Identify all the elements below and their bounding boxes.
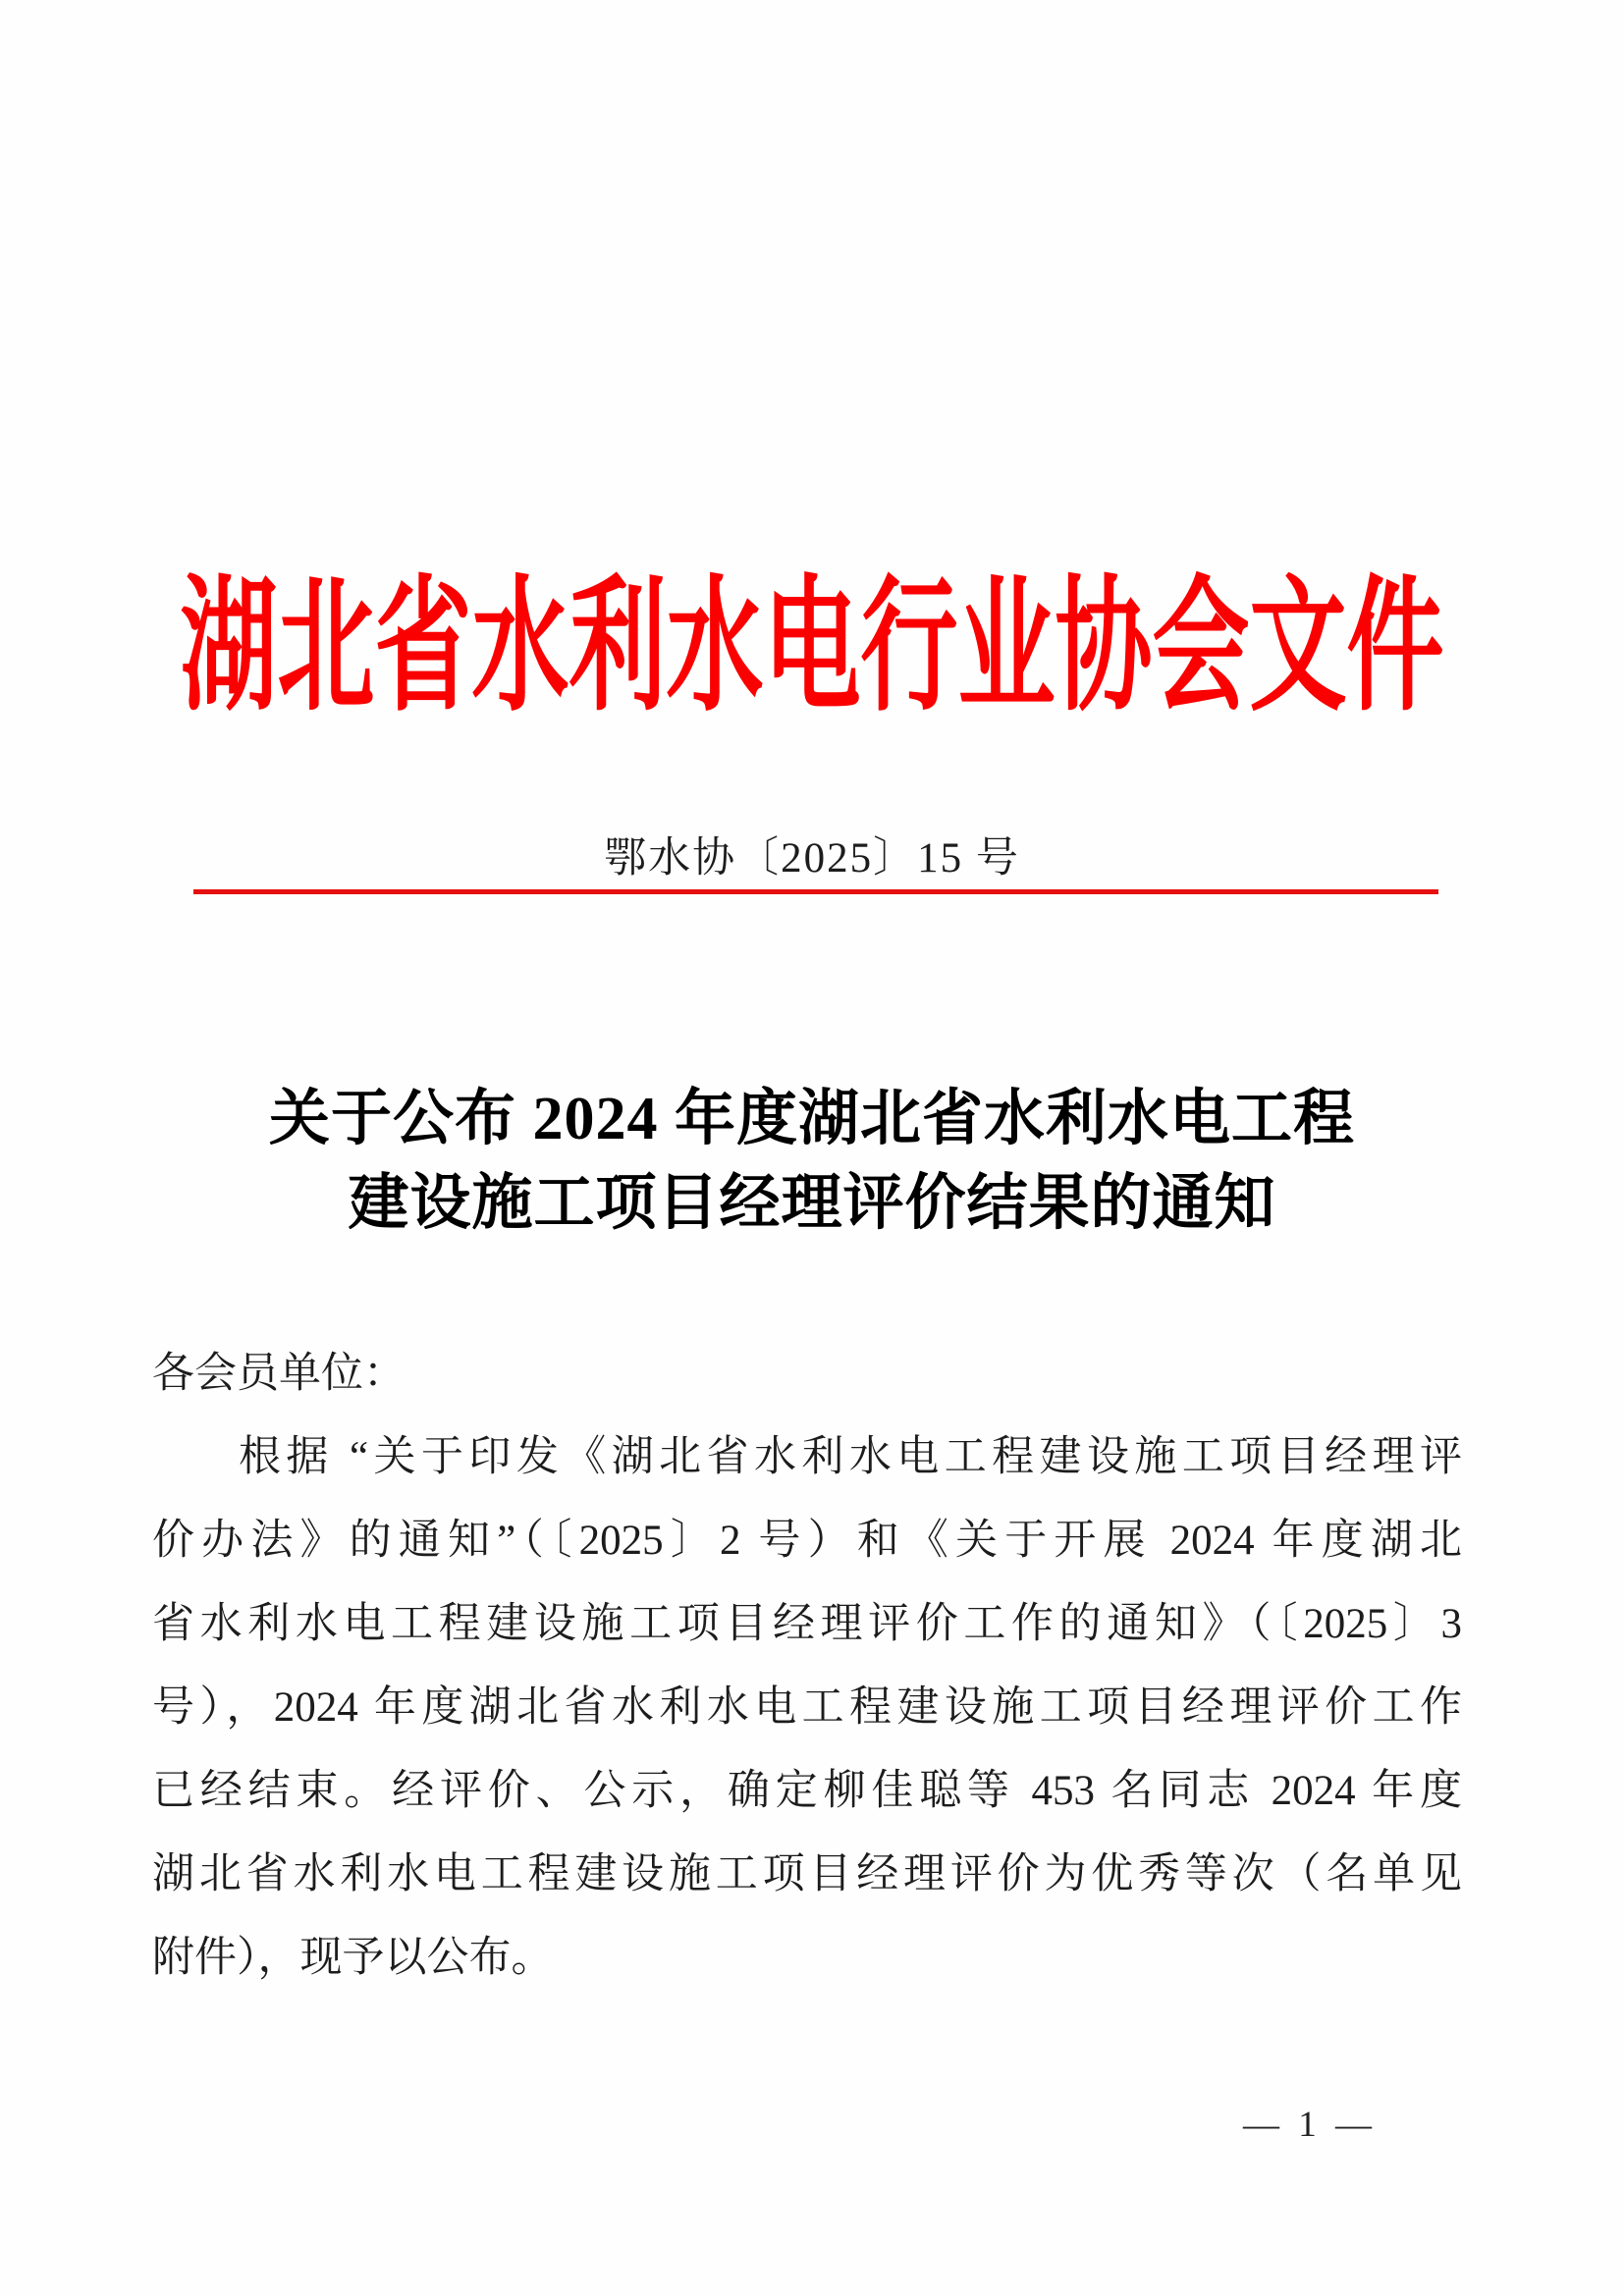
notice-body — [152, 1332, 1462, 2000]
notice-title-line2: 建设施工项目经理评价结果的通知 — [348, 1170, 1276, 1237]
body-line-4: 号），2024 年度湖北省水利水电工程建设施工项目经理评价工作 — [152, 1684, 1462, 1731]
page-number: — 1 — — [1243, 2105, 1372, 2145]
document-number: 鄂水协〔2025〕15 号 — [604, 835, 1020, 881]
notice-title — [0, 1077, 1624, 1246]
body-line-3: 省水利水电工程建设施工项目经理评价工作的通知》（〔2025〕3 — [152, 1601, 1462, 1647]
masthead-title: 湖北省水利水电行业协会文件 — [180, 568, 1444, 729]
body-line-1: 根据 “关于印发《湖北省水利水电工程建设施工项目经理评 — [239, 1434, 1462, 1480]
red-divider-line — [193, 889, 1438, 894]
body-line-2: 价办法》的通知”（〔2025〕2 号）和《关于开展 2024 年度湖北 — [152, 1518, 1462, 1564]
body-line-7: 附件），现予以公布。 — [152, 1935, 554, 1981]
notice-title-line1: 关于公布 2024 年度湖北省水利水电工程 — [268, 1086, 1355, 1152]
body-line-6: 湖北省水利水电工程建设施工项目经理评价为优秀等次（名单见 — [152, 1851, 1462, 1897]
body-line-5: 已经结束。经评价、公示，确定柳佳聪等 453 名同志 2024 年度 — [152, 1768, 1462, 1814]
salutation: 各会员单位： — [152, 1351, 406, 1397]
